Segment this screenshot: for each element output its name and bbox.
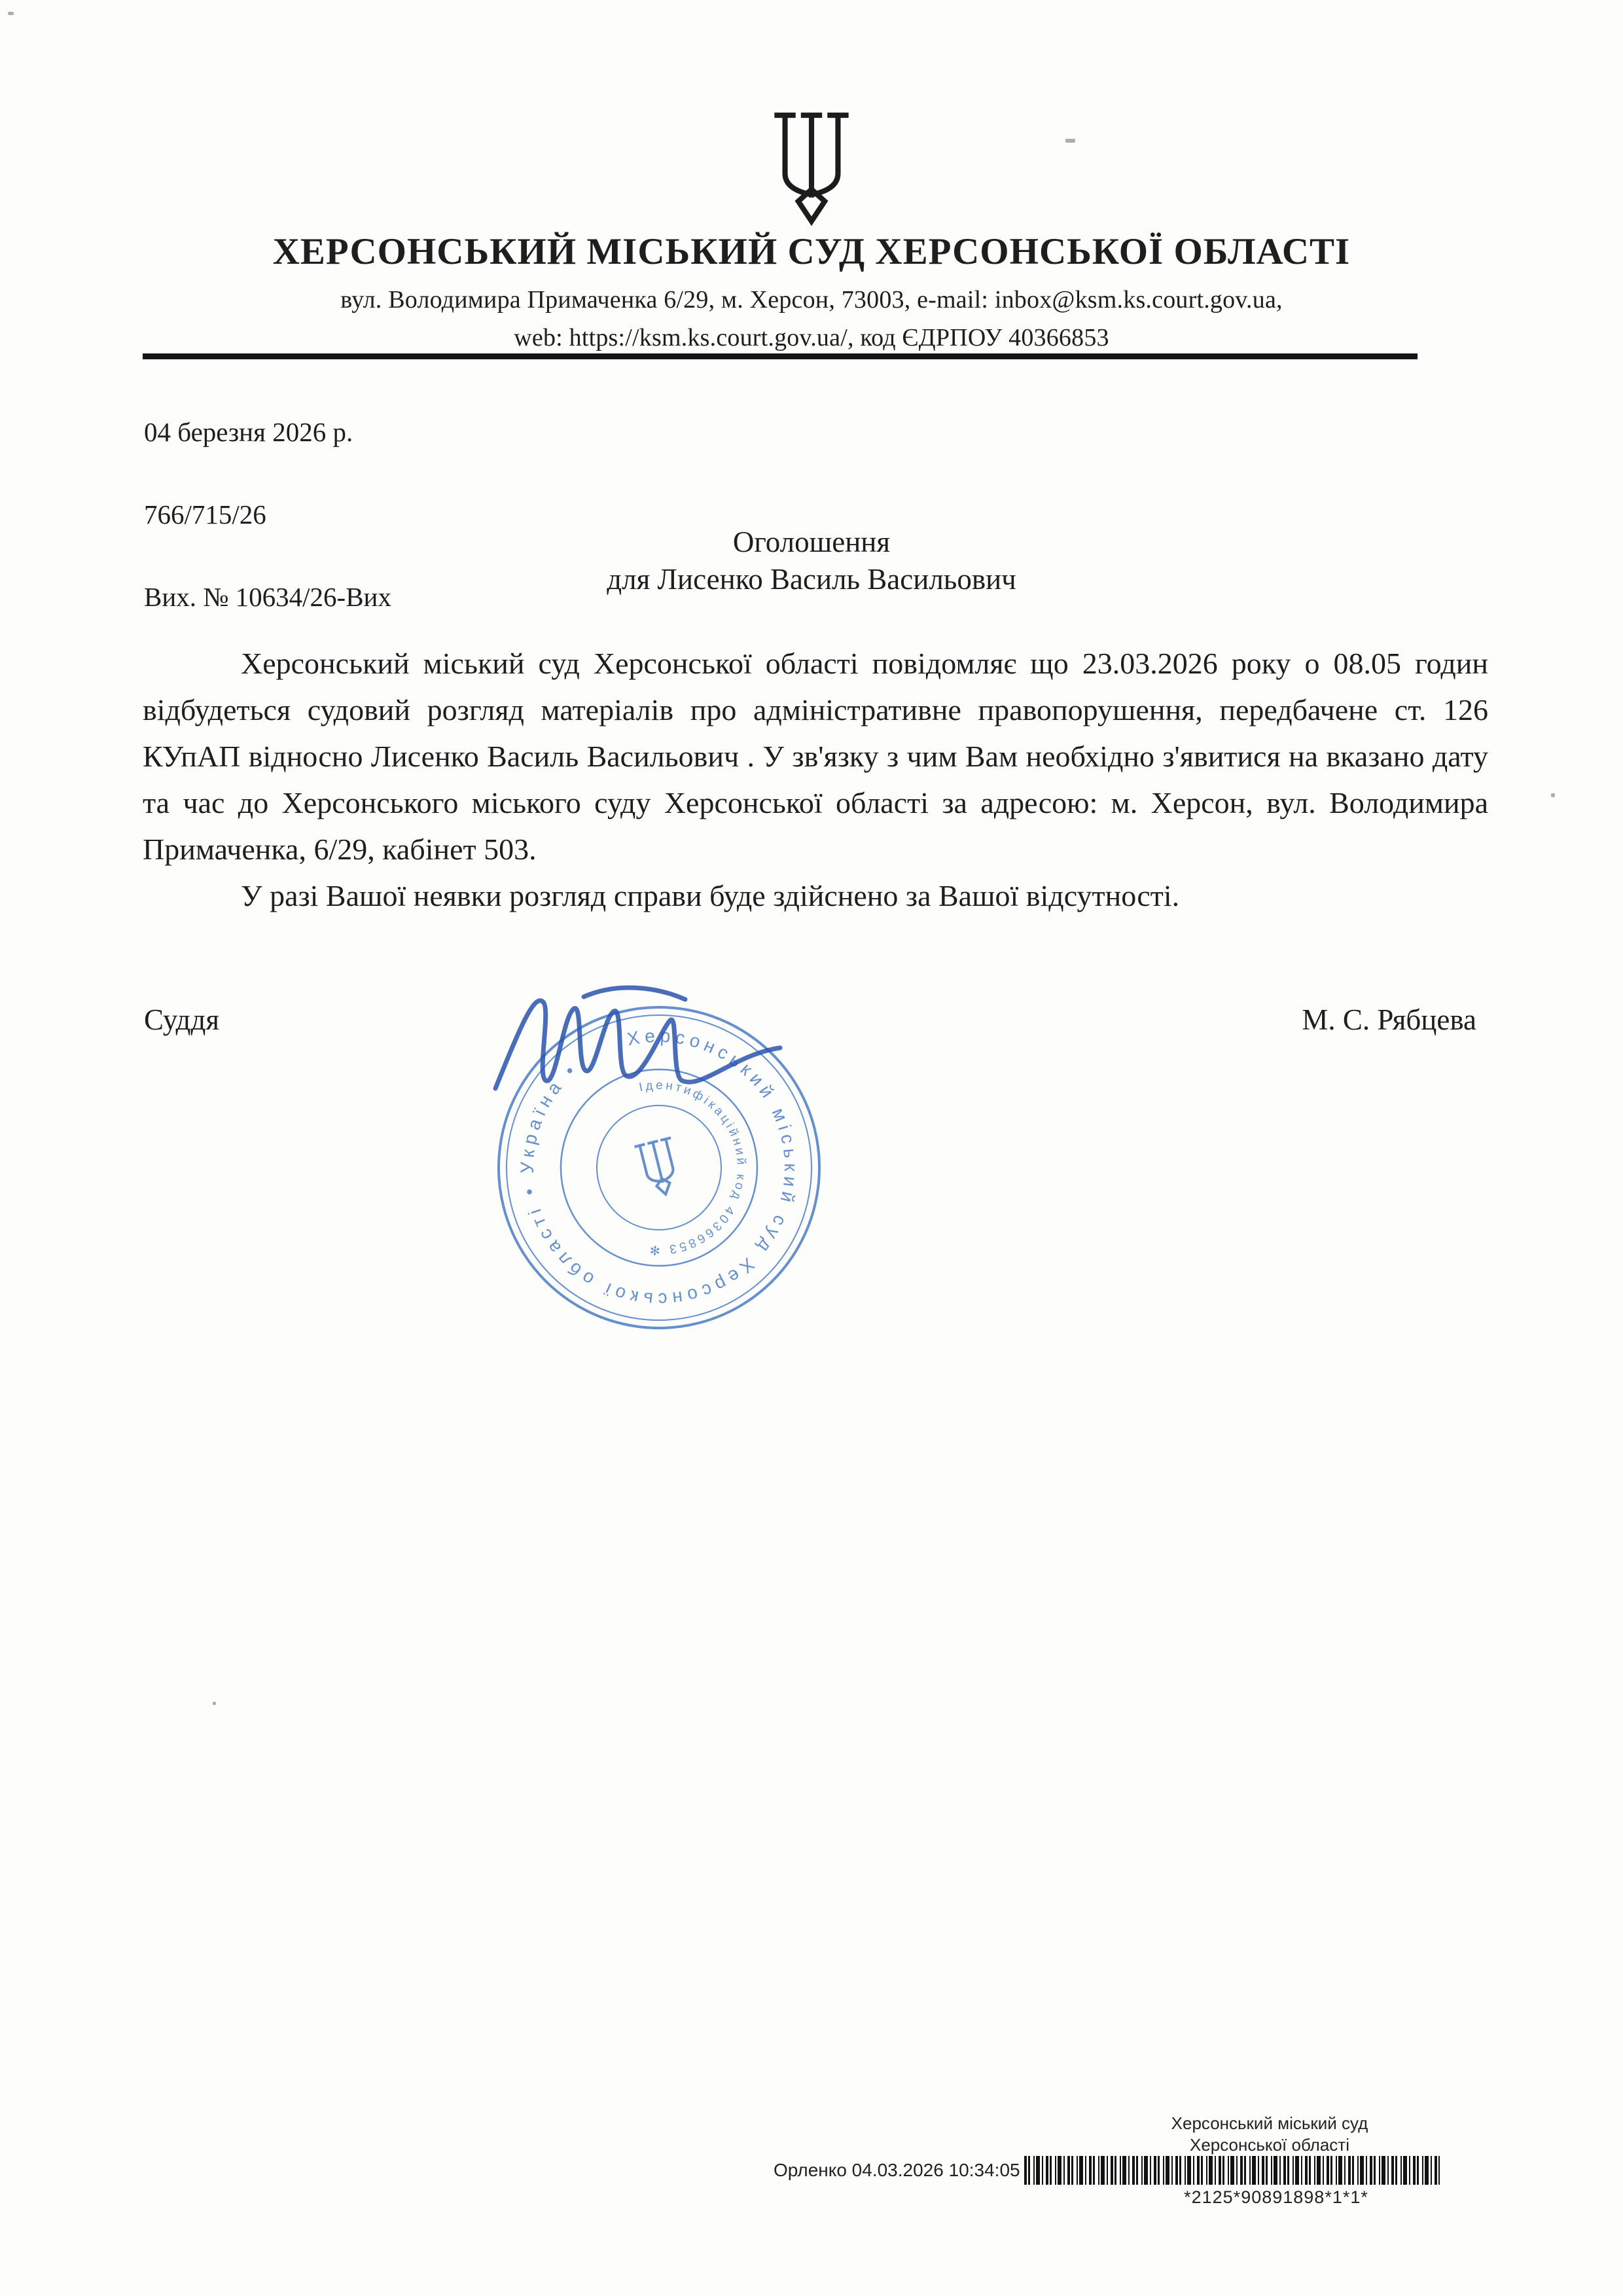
title-line: Оголошення: [732, 526, 891, 558]
stamp-ring-text: Херсонський міський суд Херсонської області • Україна •: [516, 1025, 802, 1310]
footer-court-line: Херсонської області: [1190, 2135, 1349, 2155]
scan-artifact: [1065, 139, 1075, 143]
letter-body: [143, 640, 1488, 919]
scan-artifact: [213, 1702, 216, 1705]
barcode-number: *2125*90891898*1*1*: [1184, 2187, 1368, 2207]
letter-date: 04 березня 2026 р.: [144, 417, 353, 447]
stamp-trident-icon: [636, 1138, 683, 1198]
judge-label: Суддя: [144, 1003, 220, 1036]
scan-artifact: [1551, 793, 1555, 797]
outgoing-number: Вих. № 10634/26-Вих: [144, 582, 391, 612]
barcode: [1024, 2156, 1440, 2185]
addressee-line: для Лисенко Василь Васильович: [607, 563, 1016, 596]
case-number: 766/715/26: [144, 499, 266, 529]
body-paragraph: Херсонський міський суд Херсонської області повідомляє що 23.03.2026 року о 08.05 годин відбудеться судовий розгляд матеріалів про адміністративне правопорушення, передбачене ст. 126 КУпАП відносно Лисенко Василь Васильович . У зв'язку з чим Вам необхідно з'явитися на вказано дату та час до Херсонського міського суду Херсонської області за адресою: м. Херсон, вул. Володимира Примаченка, 6/29, кабінет 503.: [143, 647, 1488, 866]
coat-of-arms-emblem: [772, 110, 851, 230]
header-divider: [143, 353, 1418, 359]
body-paragraph: У разі Вашої неявки розгляд справи буде здійснено за Вашої відсутності.: [241, 879, 1180, 912]
signature-icon: [486, 974, 793, 1111]
judge-name: М. С. Рябцева: [1302, 1003, 1476, 1036]
trident-icon: [772, 110, 851, 226]
court-address-line: вул. Володимира Примаченка 6/29, м. Херсон, 73003, e-mail: inbox@ksm.ks.court.gov.ua,: [340, 286, 1283, 314]
footer-court-line: Херсонський міський суд: [1171, 2113, 1368, 2133]
letter-meta-block: [144, 370, 391, 659]
judge-signature: [486, 974, 793, 1111]
court-web-line: web: https://ksm.ks.court.gov.ua/, код ЄДРПОУ 40366853: [514, 324, 1109, 351]
letter-title: [0, 524, 1623, 598]
court-name-heading: ХЕРСОНСЬКИЙ МІСЬКИЙ СУД ХЕРСОНСЬКОЇ ОБЛАСТІ: [272, 231, 1351, 272]
stamp-inner-text: Ідентифікаційний код 40366853 ✻: [637, 1078, 749, 1257]
footer-court-block: [1152, 2113, 1387, 2156]
scan-artifact: [8, 12, 14, 15]
footer-clerk-line: Орленко 04.03.2026 10:34:05: [774, 2160, 1020, 2180]
